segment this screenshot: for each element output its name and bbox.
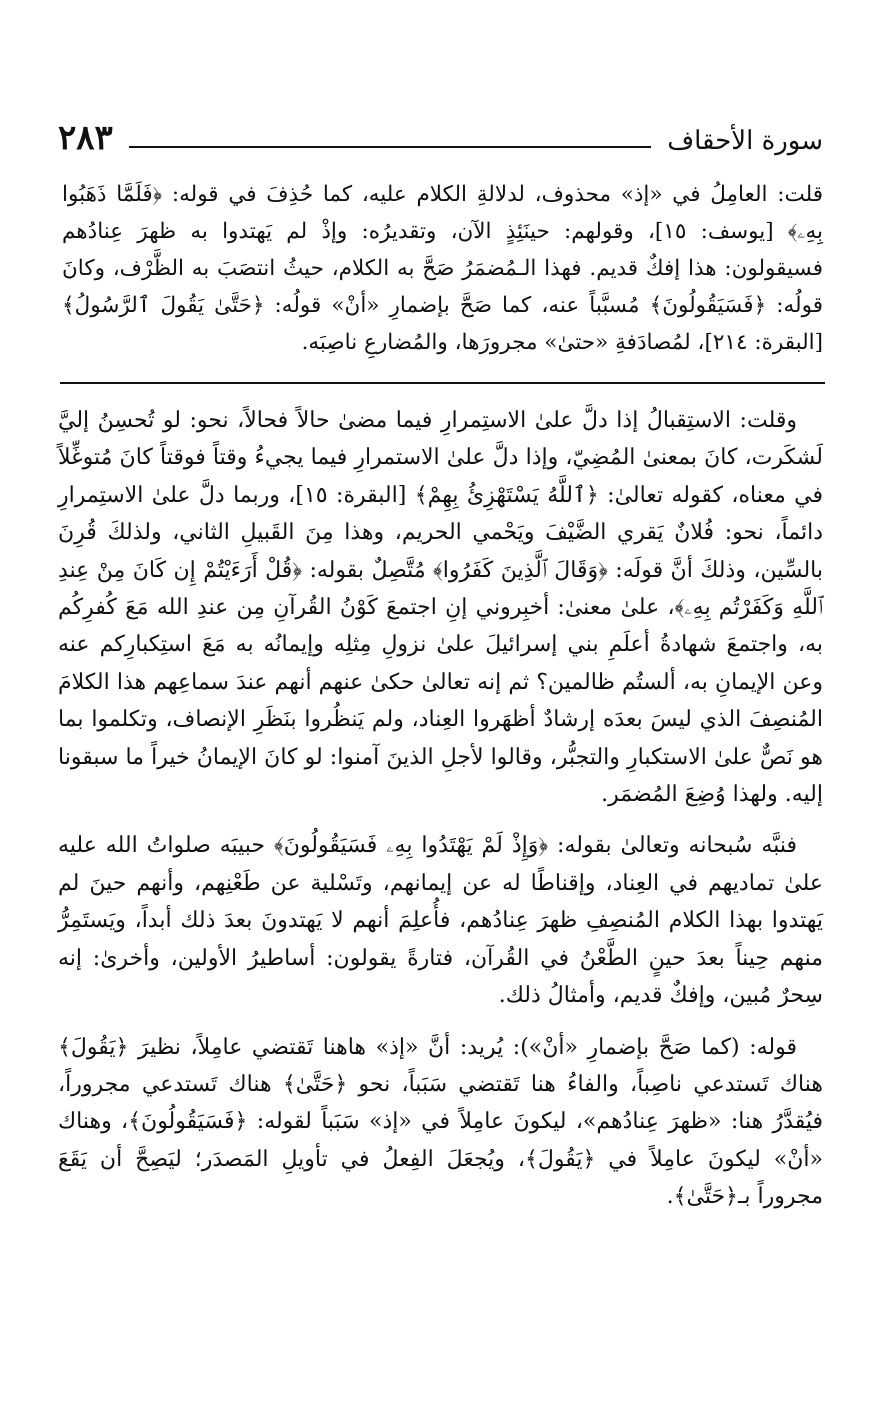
main-text: [58, 402, 823, 1216]
commentary-block: قلت: العامِلُ في «إذ» محذوف، لدلالةِ الكلام عليه، كما حُذِفَ في قوله: ﴿فَلَمَّا ذَهَبُوا بِهِۦ﴾ [يوسف: ١٥]، وقولهم: حينَئِذٍ الآن، وتقديرُه: وإذْ لم يَهتدوا به ظهرَ عِنادُهم فسيقولون: هذا إفكٌ قديم. فهذا الـمُضمَرُ صَحَّ به الكلام، حيثُ انتصَبَ به الظَّرْف، وكانَ قولُه: ﴿فَسَيَقُولُونَ﴾ مُسبَّباً عنه، كما صَحَّ بإضمارِ «أنْ» قولُه: ﴿حَتَّىٰ يَقُولَ ٱلرَّسُولُ﴾ [البقرة: ٢١٤]، لمُصادَفةِ «حتىٰ» مجرورَها، والمُضارعِ ناصِبَه.: [62, 182, 823, 355]
section-divider: [60, 382, 825, 384]
page-header: [58, 112, 823, 162]
paragraph-2: فنبَّه سُبحانه وتعالىٰ بقوله: ﴿وَإِذْ لَمْ يَهْتَدُوا بِهِۦ فَسَيَقُولُونَ﴾ حبيبَه صلواتُ الله عليه علىٰ تماديهم في العِناد، وإقناطًا له عن إيمانهم، وتَسْلية عن طَعْنِهم، وأنهم حينَ لم يَهتدوا بهذا الكلام المُنصِفِ ظهرَ عِنادُهم، فأُعلِمَ أنهم لا يَهتدونَ بعدَ ذلك أبداً، ويَستَمِرُّ منهم حِيناً بعدَ حينٍ الطَّعْنُ في القُرآن، فتارةً يقولون: أساطيرُ الأولين، وأخرىٰ: إنه سِحرٌ مُبين، وإفكٌ قديم، وأمثالُ ذلك.: [58, 833, 823, 1009]
page-number: ٢٨٣: [58, 118, 113, 158]
header-rule: [129, 146, 651, 148]
paragraph-1: وقلت: الاستِقبالُ إذا دلَّ علىٰ الاستِمرارِ فيما مضىٰ حالاً فحالاً، نحو: لو تُحسِنُ إليَّ لَشكَرت، كانَ بمعنىٰ المُضِيّ، وإذا دلَّ علىٰ الاستمرارِ فيما يجيءُ وقتاً فوقتاً كانَ مُتوغِّلاً في معناه، كقوله تعالىٰ: ﴿ٱللَّهُ يَسْتَهْزِئُ بِهِمْ﴾ [البقرة: ١٥]، وربما دلَّ علىٰ الاستِمرارِ دائماً، نحو: فُلانٌ يَقري الضَّيْفَ ويَحْمي الحريم، وهذا مِنَ القَبيلِ الثاني، ولذلكَ قُرِنَ بالسِّين، وذلكَ أنَّ قولَه: ﴿وَقَالَ ٱلَّذِينَ كَفَرُوا﴾ مُتَّصِلٌ بقوله: ﴿قُلْ أَرَءَيْتُمْ إِن كَانَ مِنْ عِندِ ٱللَّهِ وَكَفَرْتُم بِهِۦ﴾، علىٰ معنىٰ: أخبِروني إنِ اجتمعَ كَوْنُ القُرآنِ مِن عندِ الله مَعَ كُفرِكُم به، واجتمعَ شهادةُ أعلَمِ بني إسرائيلَ علىٰ نزولِ مِثلِه وإيمانُه به مَعَ استِكبارِكم عنه وعن الإيمانِ به، ألستُم ظالمين؟ ثم إنه تعالىٰ حكىٰ عنهم أنهم عندَ سماعِهم هذا الكلامَ المُنصِفَ الذي ليسَ بعدَه إرشادٌ أظهَروا العِناد، ولم يَنظُروا بنَظَرِ الإنصاف، وتكلموا بما هو نَصٌّ علىٰ الاستكبارِ والتجبُّر، وقالوا لأجلِ الذينَ آمنوا: لو كانَ الإيمانُ خيراً ما سبقونا إليه. ولهذا وُضِعَ المُضمَر.: [58, 408, 823, 808]
running-title: سورة الأحقاف: [667, 126, 823, 156]
paragraph-3: قوله: (كما صَحَّ بإضمارِ «أنْ»): يُريد: أنَّ «إذ» هاهنا تَقتضي عامِلاً، نظيرَ ﴿يَقُولَ﴾ هناك تَستدعي ناصِباً، والفاءُ هنا تَقتضي سَبَباً، نحو ﴿حَتَّىٰ﴾ هناك تَستدعي مجروراً، فيُقدَّرُ هنا: «ظهرَ عِنادُهم»، ليكونَ عامِلاً في «إذ» سَبَباً لقوله: ﴿فَسَيَقُولُونَ﴾، وهناك «أنْ» ليكونَ عامِلاً في ﴿يَقُولَ﴾، ويُجعَلَ الفِعلُ في تأويلِ المَصدَر؛ ليَصِحَّ أن يَقَعَ مجروراً بـ﴿حَتَّىٰ﴾.: [58, 1034, 823, 1210]
